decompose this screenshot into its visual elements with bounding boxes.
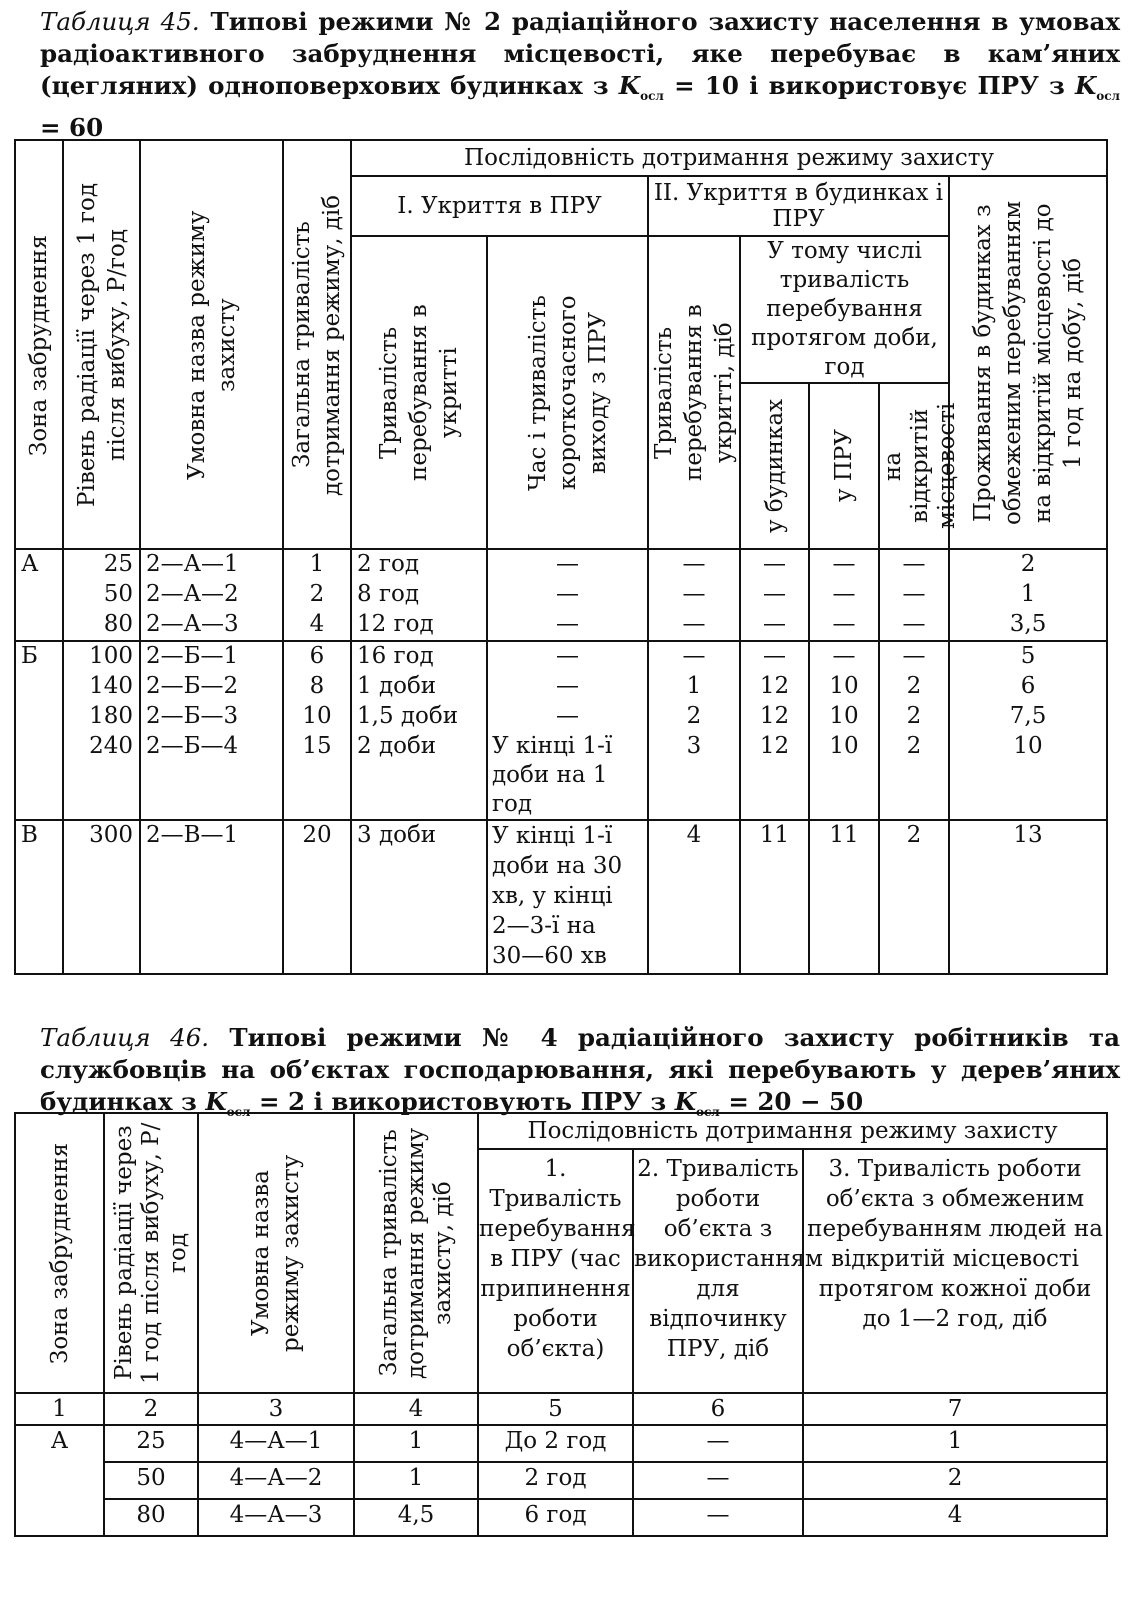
- total-cell: 6 8 10 15: [283, 641, 351, 820]
- k-letter: K: [674, 1087, 696, 1116]
- exit-cell: — — —: [487, 549, 648, 641]
- table46: [14, 1112, 1108, 1537]
- c6-cell: —: [633, 1462, 803, 1499]
- zone-cell: А: [15, 1425, 104, 1536]
- table-row: [15, 1499, 1107, 1536]
- header-col7: 3. Тривалість роботи об’єкта з обмеженим перебуванням людей на відкритій місцевості протягом кожної доби до 1—2 год, діб: [803, 1149, 1107, 1393]
- c5-cell: До 2 год: [478, 1425, 633, 1462]
- c5-cell: 2 год: [478, 1462, 633, 1499]
- c5-cell: 6 год: [478, 1499, 633, 1536]
- pru-cell: — — —: [809, 549, 879, 641]
- level-cell: 300: [63, 820, 140, 974]
- table45: [14, 139, 1108, 975]
- c6-cell: —: [633, 1499, 803, 1536]
- name-cell: 2—Б—1 2—Б—2 2—Б—3 2—Б—4: [140, 641, 283, 820]
- k-letter: K: [205, 1087, 227, 1116]
- name-cell: 2—А—1 2—А—2 2—А—3: [140, 549, 283, 641]
- header-group1: І. Укриття в ПРУ: [351, 176, 648, 236]
- name-cell: 4—А—3: [198, 1499, 354, 1536]
- table-row: [15, 1425, 1107, 1462]
- header-in-pru: у ПРУ: [809, 383, 879, 549]
- houses-cell: 11: [740, 820, 809, 974]
- c7-cell: 1: [803, 1425, 1107, 1462]
- header-col5: 1. Тривалість перебування в ПРУ (час припинення роботи об’єкта): [478, 1149, 633, 1393]
- header-group2: ІІ. Укриття в будинках і ПРУ: [648, 176, 949, 236]
- header-group2-incl: У тому числі тривалість перебування протягом доби, год: [740, 236, 949, 383]
- header-level: Рівень радіації через 1 год після вибуху, Р/год: [63, 140, 140, 549]
- table-row: [15, 1462, 1107, 1499]
- number-cell: 7: [803, 1393, 1107, 1425]
- table45-caption: [40, 6, 1120, 144]
- total-cell: 1: [354, 1462, 478, 1499]
- zone-cell: А: [15, 549, 63, 641]
- header-name: Умовна назва режиму захисту: [140, 140, 283, 549]
- header-level: Рівень радіації через 1 год після вибуху, Р/год: [104, 1113, 198, 1393]
- header-group2-stay: Тривалість перебування в укритті, діб: [648, 236, 740, 549]
- k-sub: осл: [1096, 88, 1121, 103]
- header-zone: Зона забруднення: [15, 1113, 104, 1393]
- zone-a-row: [15, 549, 1107, 641]
- zone-cell: В: [15, 820, 63, 974]
- living-cell: 2 1 3,5: [949, 549, 1107, 641]
- outdoors-cell: — — —: [879, 549, 949, 641]
- c7-cell: 2: [803, 1462, 1107, 1499]
- k-letter: K: [618, 71, 641, 100]
- outdoors-cell: 2: [879, 820, 949, 974]
- zone-cell: Б: [15, 641, 63, 820]
- living-cell: 13: [949, 820, 1107, 974]
- outdoors-cell: — 2 2 2: [879, 641, 949, 820]
- table46-caption-mid: = 2 і використовують ПРУ з: [258, 1087, 667, 1116]
- header-sequence: Послідовність дотримання режиму захисту: [351, 140, 1107, 176]
- total-cell: 4,5: [354, 1499, 478, 1536]
- header-zone: Зона забруднення: [15, 140, 63, 549]
- numbers-row: [15, 1393, 1107, 1425]
- table45-caption-lead: Таблиця 45.: [40, 7, 200, 36]
- pru-cell: — 10 10 10: [809, 641, 879, 820]
- name-cell: 4—А—2: [198, 1462, 354, 1499]
- stay-cell: 2 год 8 год 12 год: [351, 549, 487, 641]
- k-sub: осл: [696, 1104, 720, 1119]
- stay-cell: 3 доби: [351, 820, 487, 974]
- exit-cell: У кінці 1-ї доби на 30 хв, у кінці 2—3-ї на 30—60 хв: [487, 820, 648, 974]
- table45-caption-mid: = 10 і використовує ПРУ з: [674, 71, 1065, 100]
- table45-caption-text: Типові режими № 2 радіаційного захисту населення в умовах радіоактивного забруднення місцевості, яке перебуває в кам’яних (цегляних) одноповерхових будинках з: [40, 7, 1120, 100]
- header-sequence: Послідовність дотримання режиму захисту: [478, 1113, 1107, 1149]
- k-sub: осл: [226, 1104, 251, 1119]
- header-total: Загальна тривалість дотримання режиму, діб: [283, 140, 351, 549]
- header-col6: 2. Тривалість роботи об’єкта з використанням для відпочинку ПРУ, діб: [633, 1149, 803, 1393]
- level-cell: 25: [104, 1425, 198, 1462]
- exit-cell: — — — У кінці 1-ї доби на 1 год: [487, 641, 648, 820]
- c6-cell: —: [633, 1425, 803, 1462]
- header-name: Умовна назва режиму захисту: [198, 1113, 354, 1393]
- zone-v-row: [15, 820, 1107, 974]
- header-in-houses: у будинках: [740, 383, 809, 549]
- header-total: Загальна тривалість дотримання режиму захисту, діб: [354, 1113, 478, 1393]
- level-cell: 25 50 80: [63, 549, 140, 641]
- living-cell: 5 6 7,5 10: [949, 641, 1107, 820]
- table45-caption-end: = 60: [40, 112, 104, 142]
- header-group1-stay: Тривалість перебування в укритті: [351, 236, 487, 549]
- stay-cell: 16 год 1 доби 1,5 доби 2 доби: [351, 641, 487, 820]
- name-cell: 4—А—1: [198, 1425, 354, 1462]
- g2stay-cell: — 1 2 3: [648, 641, 740, 820]
- table46-caption-end: = 20 − 50: [728, 1087, 864, 1116]
- k-sub: осл: [640, 88, 664, 103]
- number-cell: 2: [104, 1393, 198, 1425]
- header-outdoors: на відкритій місцевості: [879, 383, 949, 549]
- zone-b-row: [15, 641, 1107, 820]
- number-cell: 6: [633, 1393, 803, 1425]
- g2stay-cell: 4: [648, 820, 740, 974]
- g2stay-cell: — — —: [648, 549, 740, 641]
- table46-caption-text: Типові режими № 4 радіаційного захисту робітників та службовців на об’єктах господарювання, які перебувають у дерев’яних будинках з: [40, 1023, 1120, 1116]
- k-letter: K: [1074, 71, 1097, 100]
- total-cell: 1: [354, 1425, 478, 1462]
- total-cell: 20: [283, 820, 351, 974]
- header-group1-exit: Час і тривалість короткочасного виходу з ПРУ: [487, 236, 648, 549]
- number-cell: 1: [15, 1393, 104, 1425]
- c7-cell: 4: [803, 1499, 1107, 1536]
- number-cell: 4: [354, 1393, 478, 1425]
- houses-cell: — — —: [740, 549, 809, 641]
- houses-cell: — 12 12 12: [740, 641, 809, 820]
- pru-cell: 11: [809, 820, 879, 974]
- number-cell: 5: [478, 1393, 633, 1425]
- level-cell: 100 140 180 240: [63, 641, 140, 820]
- table46-caption-lead: Таблиця 46.: [40, 1023, 210, 1052]
- total-cell: 1 2 4: [283, 549, 351, 641]
- level-cell: 50: [104, 1462, 198, 1499]
- name-cell: 2—В—1: [140, 820, 283, 974]
- number-cell: 3: [198, 1393, 354, 1425]
- level-cell: 80: [104, 1499, 198, 1536]
- header-living: Проживання в будинках з обмеженим перебуванням на відкритій місцевості до 1 год на добу, діб: [949, 176, 1107, 549]
